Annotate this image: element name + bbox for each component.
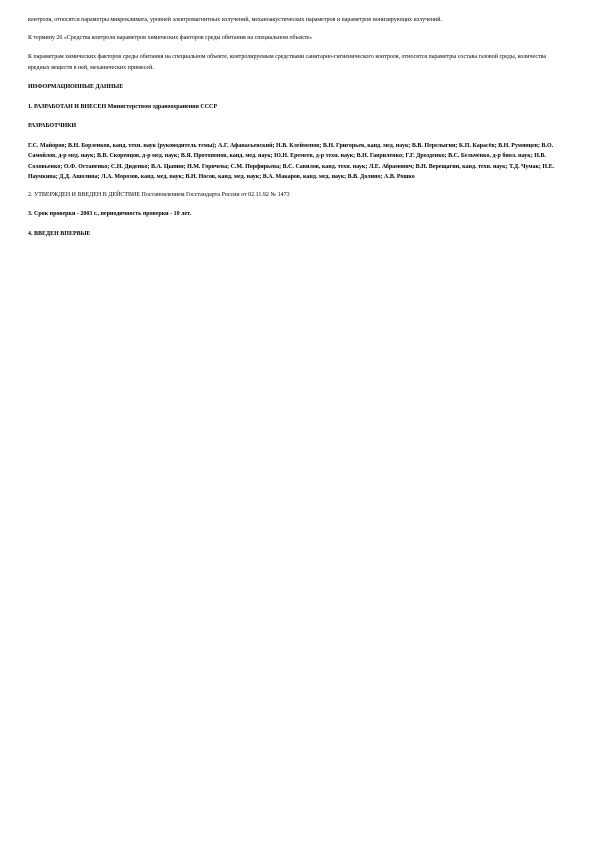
paragraph-continuation: контроля, относятся параметры микроклимата, уровней электромагнитных излучений, механоакустических параметров и параметров ионизирующих излучений. — [28, 17, 442, 23]
document-body — [28, 15, 558, 248]
item-2-approved: 2. УТВЕРЖДЕН И ВВЕДЕН В ДЕЙСТВИЕ Постановлением Госстандарта России от 02.11.92 № 1473 — [28, 191, 290, 198]
authors-list: Г.С. Майоров; В.Н. Борзенков, канд. техн. наук (руководитель темы); А.Г. Афанасьевский; Н.В. Клейменов; В.Н. Григорьев, канд. мед. наук; В.В. Перелыгин; К.П. Карасёв; В.Н. Румянцев; В.О. Самойлов, д-р мед. наук; В.В. Скоренцов, д-р мед. наук; В.Я. Протопопов, канд. мед. наук; Ю.Н. Еремеев, д-р техн. наук; В.Н. Гавриленко; Г.Г. Дрозденко; В.С. Бельченко, д-р биол. наук; Н.В. Соловьенко; О.Ф. Остапенко; С.Н. Диденко; В.А. Цыпин; Н.М. Горячева; С.М. Порфирьева; В.С. Савилов, канд. техн. наук; Л.Е. Абрамович; В.Н. Верещагин, канд. техн. наук; Т.Д. Чумак; Н.Е. Наумкина; Д.Д. Ашолина; Л.А. Морозов, канд. мед. наук; В.Н. Носов, канд. мед. наук; В.А. Макаров, канд. мед. наук; В.В. Долино; А.В. Рошко — [28, 142, 555, 180]
item-1-developed: 1. РАЗРАБОТАН И ВНЕСЕН Министерством здравоохранения СССР — [28, 103, 218, 110]
heading-information-data: ИНФОРМАЦИОННЫЕ ДАННЫЕ — [28, 84, 124, 90]
item-3-review-period: 3. Срок проверки - 2003 г., периодичность проверки - 10 лет. — [28, 211, 192, 217]
paragraph-term-26: К термину 26 «Средства контроля параметров химических факторов среды обитания на специальном объекте» — [28, 34, 313, 41]
paragraph-term-26-definition: К параметрам химических факторов среды обитания на специальном объекте, контролируемым средствами санитарно-гигиенического контроля, относятся параметры состава газовой среды, количества вредных веществ в ней, механических примесей. — [28, 54, 547, 71]
heading-developers: РАЗРАБОТЧИКИ — [28, 123, 77, 129]
item-4-introduced-first: 4. ВВЕДЕН ВПЕРВЫЕ — [28, 230, 91, 237]
